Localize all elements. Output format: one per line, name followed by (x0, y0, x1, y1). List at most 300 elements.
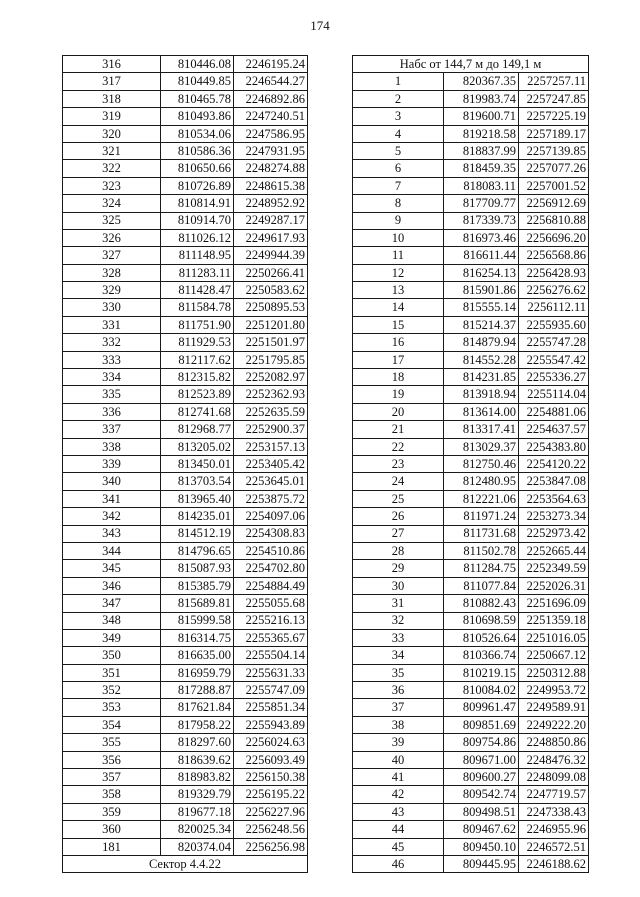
y-coordinate-cell: 2249222.20 (519, 716, 589, 733)
table-row (353, 73, 589, 90)
x-coordinate-cell: 812750.46 (444, 455, 519, 472)
table-row (63, 542, 308, 559)
x-coordinate-cell: 809498.51 (444, 803, 519, 820)
point-number-cell: 356 (63, 751, 161, 768)
y-coordinate-cell: 2256568.86 (519, 247, 589, 264)
y-coordinate-cell: 2248850.86 (519, 734, 589, 751)
y-coordinate-cell: 2256248.56 (234, 821, 308, 838)
table-row (63, 508, 308, 525)
table-row (353, 803, 589, 820)
y-coordinate-cell: 2249944.39 (234, 247, 308, 264)
y-coordinate-cell: 2246544.27 (234, 73, 308, 90)
table-row (353, 403, 589, 420)
table-row (63, 264, 308, 281)
x-coordinate-cell: 815385.79 (161, 577, 234, 594)
x-coordinate-cell: 810526.64 (444, 629, 519, 646)
table-row (63, 560, 308, 577)
x-coordinate-cell: 819600.71 (444, 108, 519, 125)
point-number-cell: 42 (353, 786, 444, 803)
page-number: 174 (310, 18, 330, 33)
point-number-cell: 335 (63, 386, 161, 403)
y-coordinate-cell: 2255055.68 (234, 595, 308, 612)
table-row (63, 438, 308, 455)
y-coordinate-cell: 2254383.80 (519, 438, 589, 455)
x-coordinate-cell: 809445.95 (444, 855, 519, 872)
x-coordinate-cell: 812315.82 (161, 369, 234, 386)
sector-caption: Сектор 4.4.22 (63, 855, 308, 872)
table-row (63, 212, 308, 229)
x-coordinate-cell: 813965.40 (161, 490, 234, 507)
y-coordinate-cell: 2253157.13 (234, 438, 308, 455)
table-row (353, 629, 589, 646)
table-row (353, 490, 589, 507)
point-number-cell: 326 (63, 229, 161, 246)
point-number-cell: 317 (63, 73, 161, 90)
y-coordinate-cell: 2256696.20 (519, 229, 589, 246)
x-coordinate-cell: 820367.35 (444, 73, 519, 90)
table-row (63, 56, 308, 73)
point-number-cell: 35 (353, 664, 444, 681)
y-coordinate-cell: 2250266.41 (234, 264, 308, 281)
table-header-caption: Набс от 144,7 м до 149,1 м (353, 56, 589, 73)
y-coordinate-cell: 2246572.51 (519, 838, 589, 855)
y-coordinate-cell: 2252362.93 (234, 386, 308, 403)
y-coordinate-cell: 2250312.88 (519, 664, 589, 681)
x-coordinate-cell: 810882.43 (444, 595, 519, 612)
y-coordinate-cell: 2256227.96 (234, 803, 308, 820)
y-coordinate-cell: 2248274.88 (234, 160, 308, 177)
point-number-cell: 316 (63, 56, 161, 73)
x-coordinate-cell: 811929.53 (161, 334, 234, 351)
point-number-cell: 22 (353, 438, 444, 455)
point-number-cell: 34 (353, 647, 444, 664)
table-row (353, 282, 589, 299)
point-number-cell: 322 (63, 160, 161, 177)
table-row (63, 664, 308, 681)
x-coordinate-cell: 815689.81 (161, 595, 234, 612)
table-row (353, 142, 589, 159)
x-coordinate-cell: 817709.77 (444, 195, 519, 212)
x-coordinate-cell: 810534.06 (161, 125, 234, 142)
x-coordinate-cell: 810698.59 (444, 612, 519, 629)
y-coordinate-cell: 2246188.62 (519, 855, 589, 872)
point-number-cell: 343 (63, 525, 161, 542)
point-number-cell: 7 (353, 177, 444, 194)
y-coordinate-cell: 2246955.96 (519, 821, 589, 838)
table-row (353, 369, 589, 386)
point-number-cell: 350 (63, 647, 161, 664)
x-coordinate-cell: 810650.66 (161, 160, 234, 177)
table-row (63, 612, 308, 629)
y-coordinate-cell: 2254510.86 (234, 542, 308, 559)
y-coordinate-cell: 2252900.37 (234, 421, 308, 438)
x-coordinate-cell: 810446.08 (161, 56, 234, 73)
x-coordinate-cell: 810449.85 (161, 73, 234, 90)
x-coordinate-cell: 817958.22 (161, 716, 234, 733)
point-number-cell: 345 (63, 560, 161, 577)
x-coordinate-cell: 815555.14 (444, 299, 519, 316)
y-coordinate-cell: 2251696.09 (519, 595, 589, 612)
y-coordinate-cell: 2252026.31 (519, 577, 589, 594)
point-number-cell: 352 (63, 682, 161, 699)
y-coordinate-cell: 2255365.67 (234, 629, 308, 646)
y-coordinate-cell: 2251501.97 (234, 334, 308, 351)
table-row (63, 647, 308, 664)
point-number-cell: 33 (353, 629, 444, 646)
x-coordinate-cell: 812480.95 (444, 473, 519, 490)
y-coordinate-cell: 2257189.17 (519, 125, 589, 142)
point-number-cell: 4 (353, 125, 444, 142)
table-row (353, 716, 589, 733)
point-number-cell: 321 (63, 142, 161, 159)
y-coordinate-cell: 2253405.42 (234, 455, 308, 472)
y-coordinate-cell: 2249589.91 (519, 699, 589, 716)
x-coordinate-cell: 820374.04 (161, 838, 234, 855)
point-number-cell: 319 (63, 108, 161, 125)
y-coordinate-cell: 2257001.52 (519, 177, 589, 194)
point-number-cell: 360 (63, 821, 161, 838)
y-coordinate-cell: 2252635.59 (234, 403, 308, 420)
table-header-row (353, 56, 589, 73)
point-number-cell: 25 (353, 490, 444, 507)
table-row (353, 525, 589, 542)
y-coordinate-cell: 2257257.11 (519, 73, 589, 90)
table-row (353, 195, 589, 212)
table-row (353, 560, 589, 577)
x-coordinate-cell: 809754.86 (444, 734, 519, 751)
x-coordinate-cell: 811971.24 (444, 508, 519, 525)
x-coordinate-cell: 814552.28 (444, 351, 519, 368)
x-coordinate-cell: 814512.19 (161, 525, 234, 542)
y-coordinate-cell: 2254637.57 (519, 421, 589, 438)
table-row (353, 664, 589, 681)
x-coordinate-cell: 813614.00 (444, 403, 519, 420)
point-number-cell: 330 (63, 299, 161, 316)
table-row (63, 108, 308, 125)
y-coordinate-cell: 2256428.93 (519, 264, 589, 281)
x-coordinate-cell: 819983.74 (444, 90, 519, 107)
table-row (63, 177, 308, 194)
point-number-cell: 348 (63, 612, 161, 629)
table-row (353, 769, 589, 786)
x-coordinate-cell: 809450.10 (444, 838, 519, 855)
point-number-cell: 332 (63, 334, 161, 351)
x-coordinate-cell: 816959.79 (161, 664, 234, 681)
y-coordinate-cell: 2248615.38 (234, 177, 308, 194)
y-coordinate-cell: 2251201.80 (234, 316, 308, 333)
y-coordinate-cell: 2254120.22 (519, 455, 589, 472)
x-coordinate-cell: 813029.37 (444, 438, 519, 455)
x-coordinate-cell: 810366.74 (444, 647, 519, 664)
table-row (63, 821, 308, 838)
x-coordinate-cell: 819677.18 (161, 803, 234, 820)
point-number-cell: 12 (353, 264, 444, 281)
x-coordinate-cell: 811502.78 (444, 542, 519, 559)
y-coordinate-cell: 2254702.80 (234, 560, 308, 577)
point-number-cell: 346 (63, 577, 161, 594)
table-row (63, 160, 308, 177)
y-coordinate-cell: 2256810.88 (519, 212, 589, 229)
x-coordinate-cell: 810084.02 (444, 682, 519, 699)
y-coordinate-cell: 2253847.08 (519, 473, 589, 490)
y-coordinate-cell: 2252665.44 (519, 542, 589, 559)
table-row (353, 247, 589, 264)
table-row (353, 125, 589, 142)
table-row (353, 108, 589, 125)
x-coordinate-cell: 809600.27 (444, 769, 519, 786)
table-row (353, 595, 589, 612)
point-number-cell: 10 (353, 229, 444, 246)
x-coordinate-cell: 814231.85 (444, 369, 519, 386)
point-number-cell: 26 (353, 508, 444, 525)
x-coordinate-cell: 813317.41 (444, 421, 519, 438)
y-coordinate-cell: 2255336.27 (519, 369, 589, 386)
table-row (63, 838, 308, 855)
y-coordinate-cell: 2250667.12 (519, 647, 589, 664)
x-coordinate-cell: 813450.01 (161, 455, 234, 472)
x-coordinate-cell: 818983.82 (161, 769, 234, 786)
y-coordinate-cell: 2249617.93 (234, 229, 308, 246)
point-number-cell: 11 (353, 247, 444, 264)
x-coordinate-cell: 815087.93 (161, 560, 234, 577)
x-coordinate-cell: 810465.78 (161, 90, 234, 107)
table-row (63, 125, 308, 142)
x-coordinate-cell: 817339.73 (444, 212, 519, 229)
point-number-cell: 13 (353, 282, 444, 299)
table-row (63, 229, 308, 246)
y-coordinate-cell: 2255631.33 (234, 664, 308, 681)
point-number-cell: 24 (353, 473, 444, 490)
table-row (63, 90, 308, 107)
point-number-cell: 16 (353, 334, 444, 351)
table-row (353, 160, 589, 177)
x-coordinate-cell: 817288.87 (161, 682, 234, 699)
table-row (353, 647, 589, 664)
point-number-cell: 181 (63, 838, 161, 855)
x-coordinate-cell: 810814.91 (161, 195, 234, 212)
table-row (353, 734, 589, 751)
point-number-cell: 338 (63, 438, 161, 455)
x-coordinate-cell: 811584.78 (161, 299, 234, 316)
point-number-cell: 44 (353, 821, 444, 838)
y-coordinate-cell: 2255935.60 (519, 316, 589, 333)
point-number-cell: 354 (63, 716, 161, 733)
y-coordinate-cell: 2247586.95 (234, 125, 308, 142)
point-number-cell: 358 (63, 786, 161, 803)
point-number-cell: 45 (353, 838, 444, 855)
table-row (353, 786, 589, 803)
point-number-cell: 337 (63, 421, 161, 438)
point-number-cell: 336 (63, 403, 161, 420)
point-number-cell: 334 (63, 369, 161, 386)
y-coordinate-cell: 2256256.98 (234, 838, 308, 855)
table-row (63, 473, 308, 490)
table-row (353, 751, 589, 768)
point-number-cell: 31 (353, 595, 444, 612)
right-coordinate-table (352, 55, 589, 873)
point-number-cell: 2 (353, 90, 444, 107)
y-coordinate-cell: 2255216.13 (234, 612, 308, 629)
point-number-cell: 347 (63, 595, 161, 612)
y-coordinate-cell: 2247338.43 (519, 803, 589, 820)
y-coordinate-cell: 2257077.26 (519, 160, 589, 177)
point-number-cell: 323 (63, 177, 161, 194)
point-number-cell: 39 (353, 734, 444, 751)
y-coordinate-cell: 2249287.17 (234, 212, 308, 229)
table-row (353, 682, 589, 699)
x-coordinate-cell: 811283.11 (161, 264, 234, 281)
point-number-cell: 339 (63, 455, 161, 472)
table-footer-row (63, 855, 308, 872)
x-coordinate-cell: 815214.37 (444, 316, 519, 333)
point-number-cell: 40 (353, 751, 444, 768)
table-row (63, 334, 308, 351)
x-coordinate-cell: 816611.44 (444, 247, 519, 264)
table-row (353, 699, 589, 716)
x-coordinate-cell: 814796.65 (161, 542, 234, 559)
x-coordinate-cell: 816254.13 (444, 264, 519, 281)
table-row (63, 455, 308, 472)
table-row (63, 716, 308, 733)
y-coordinate-cell: 2255943.89 (234, 716, 308, 733)
y-coordinate-cell: 2252349.59 (519, 560, 589, 577)
table-row (63, 629, 308, 646)
table-row (353, 90, 589, 107)
x-coordinate-cell: 811428.47 (161, 282, 234, 299)
x-coordinate-cell: 809961.47 (444, 699, 519, 716)
x-coordinate-cell: 818083.11 (444, 177, 519, 194)
point-number-cell: 27 (353, 525, 444, 542)
table-row (353, 821, 589, 838)
table-row (63, 247, 308, 264)
x-coordinate-cell: 812117.62 (161, 351, 234, 368)
point-number-cell: 353 (63, 699, 161, 716)
point-number-cell: 325 (63, 212, 161, 229)
table-row (353, 455, 589, 472)
point-number-cell: 342 (63, 508, 161, 525)
table-row (63, 490, 308, 507)
y-coordinate-cell: 2253564.63 (519, 490, 589, 507)
y-coordinate-cell: 2256024.63 (234, 734, 308, 751)
table-row (353, 542, 589, 559)
x-coordinate-cell: 811751.90 (161, 316, 234, 333)
x-coordinate-cell: 811077.84 (444, 577, 519, 594)
y-coordinate-cell: 2252973.42 (519, 525, 589, 542)
x-coordinate-cell: 810493.86 (161, 108, 234, 125)
x-coordinate-cell: 816973.46 (444, 229, 519, 246)
point-number-cell: 3 (353, 108, 444, 125)
point-number-cell: 324 (63, 195, 161, 212)
x-coordinate-cell: 818297.60 (161, 734, 234, 751)
y-coordinate-cell: 2254884.49 (234, 577, 308, 594)
point-number-cell: 328 (63, 264, 161, 281)
x-coordinate-cell: 818459.35 (444, 160, 519, 177)
y-coordinate-cell: 2251795.85 (234, 351, 308, 368)
left-coordinate-table (62, 55, 308, 873)
y-coordinate-cell: 2254881.06 (519, 403, 589, 420)
table-row (63, 73, 308, 90)
point-number-cell: 344 (63, 542, 161, 559)
y-coordinate-cell: 2256150.38 (234, 769, 308, 786)
y-coordinate-cell: 2255747.09 (234, 682, 308, 699)
x-coordinate-cell: 818639.62 (161, 751, 234, 768)
table-row (63, 386, 308, 403)
table-row (353, 612, 589, 629)
y-coordinate-cell: 2255747.28 (519, 334, 589, 351)
y-coordinate-cell: 2250895.53 (234, 299, 308, 316)
y-coordinate-cell: 2257225.19 (519, 108, 589, 125)
x-coordinate-cell: 811026.12 (161, 229, 234, 246)
y-coordinate-cell: 2247719.57 (519, 786, 589, 803)
y-coordinate-cell: 2248476.32 (519, 751, 589, 768)
table-row (63, 403, 308, 420)
x-coordinate-cell: 809542.74 (444, 786, 519, 803)
point-number-cell: 37 (353, 699, 444, 716)
point-number-cell: 28 (353, 542, 444, 559)
table-row (63, 595, 308, 612)
y-coordinate-cell: 2248952.92 (234, 195, 308, 212)
x-coordinate-cell: 810726.89 (161, 177, 234, 194)
y-coordinate-cell: 2253645.01 (234, 473, 308, 490)
table-row (353, 351, 589, 368)
x-coordinate-cell: 816635.00 (161, 647, 234, 664)
table-row (63, 525, 308, 542)
x-coordinate-cell: 812221.06 (444, 490, 519, 507)
table-row (63, 142, 308, 159)
y-coordinate-cell: 2256912.69 (519, 195, 589, 212)
point-number-cell: 351 (63, 664, 161, 681)
point-number-cell: 21 (353, 421, 444, 438)
y-coordinate-cell: 2256195.22 (234, 786, 308, 803)
table-row (353, 838, 589, 855)
table-row (63, 751, 308, 768)
y-coordinate-cell: 2246892.86 (234, 90, 308, 107)
table-row (353, 264, 589, 281)
point-number-cell: 341 (63, 490, 161, 507)
table-row (63, 734, 308, 751)
point-number-cell: 19 (353, 386, 444, 403)
y-coordinate-cell: 2255851.34 (234, 699, 308, 716)
table-row (353, 177, 589, 194)
point-number-cell: 36 (353, 682, 444, 699)
y-coordinate-cell: 2257139.85 (519, 142, 589, 159)
point-number-cell: 5 (353, 142, 444, 159)
x-coordinate-cell: 814879.94 (444, 334, 519, 351)
x-coordinate-cell: 811284.75 (444, 560, 519, 577)
table-row (63, 195, 308, 212)
table-row (353, 421, 589, 438)
x-coordinate-cell: 815901.86 (444, 282, 519, 299)
y-coordinate-cell: 2253273.34 (519, 508, 589, 525)
y-coordinate-cell: 2256112.11 (519, 299, 589, 316)
x-coordinate-cell: 818837.99 (444, 142, 519, 159)
table-row (353, 334, 589, 351)
point-number-cell: 329 (63, 282, 161, 299)
x-coordinate-cell: 809467.62 (444, 821, 519, 838)
point-number-cell: 340 (63, 473, 161, 490)
table-row (63, 421, 308, 438)
y-coordinate-cell: 2247240.51 (234, 108, 308, 125)
y-coordinate-cell: 2257247.85 (519, 90, 589, 107)
x-coordinate-cell: 812741.68 (161, 403, 234, 420)
table-row (353, 438, 589, 455)
x-coordinate-cell: 816314.75 (161, 629, 234, 646)
point-number-cell: 17 (353, 351, 444, 368)
table-row (63, 299, 308, 316)
y-coordinate-cell: 2251016.05 (519, 629, 589, 646)
table-row (353, 855, 589, 872)
point-number-cell: 41 (353, 769, 444, 786)
